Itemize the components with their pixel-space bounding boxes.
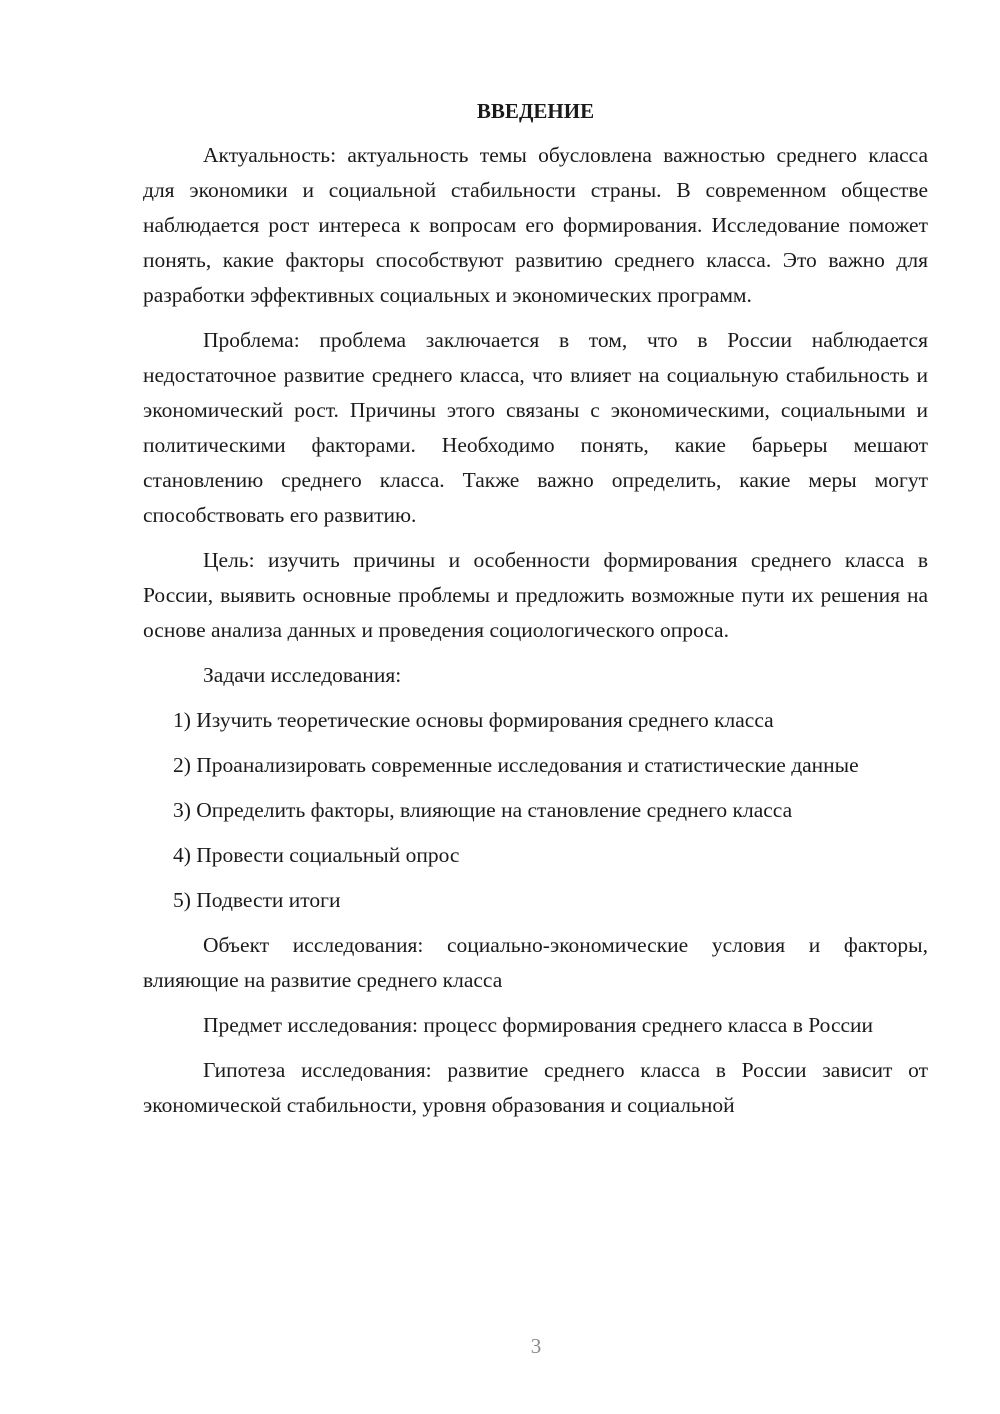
page-title: ВВЕДЕНИЕ bbox=[476, 99, 595, 123]
hypothesis-paragraph: Гипотеза исследования: развитие среднего класса в России зависит от экономической стабильности, уровня образования и социальной bbox=[143, 1058, 928, 1117]
task-item: 2) Проанализировать современные исследования и статистические данные bbox=[173, 753, 859, 777]
problem-paragraph: Проблема: проблема заключается в том, что в России наблюдается недостаточное развитие среднего класса, что влияет на социальную стабильность и экономический рост. Причины этого связаны с экономическими, социальными и политическими факторами. Необходимо понять, какие барьеры мешают становлению среднего класса. Также важно определить, какие меры могут способствовать его развитию. bbox=[143, 328, 928, 527]
page-content bbox=[143, 95, 928, 1133]
task-item: 1) Изучить теоретические основы формирования среднего класса bbox=[173, 708, 774, 732]
relevance-paragraph: Актуальность: актуальность темы обусловлена важностью среднего класса для экономики и социальной стабильности страны. В современном обществе наблюдается рост интереса к вопросам его формирования. Исследование поможет понять, какие факторы способствуют развитию среднего класса. Это важно для разработки эффективных социальных и экономических программ. bbox=[143, 143, 928, 307]
task-item: 4) Провести социальный опрос bbox=[173, 843, 460, 867]
subject-paragraph: Предмет исследования: процесс формирования среднего класса в России bbox=[203, 1013, 874, 1037]
object-paragraph: Объект исследования: социально-экономические условия и факторы, влияющие на развитие среднего класса bbox=[143, 933, 928, 992]
task-item: 5) Подвести итоги bbox=[173, 888, 341, 912]
tasks-heading: Задачи исследования: bbox=[203, 663, 402, 687]
task-item: 3) Определить факторы, влияющие на становление среднего класса bbox=[173, 798, 793, 822]
page-number: 3 bbox=[530, 1334, 542, 1358]
goal-paragraph: Цель: изучить причины и особенности формирования среднего класса в России, выявить основные проблемы и предложить возможные пути их решения на основе анализа данных и проведения социологического опроса. bbox=[143, 548, 928, 642]
